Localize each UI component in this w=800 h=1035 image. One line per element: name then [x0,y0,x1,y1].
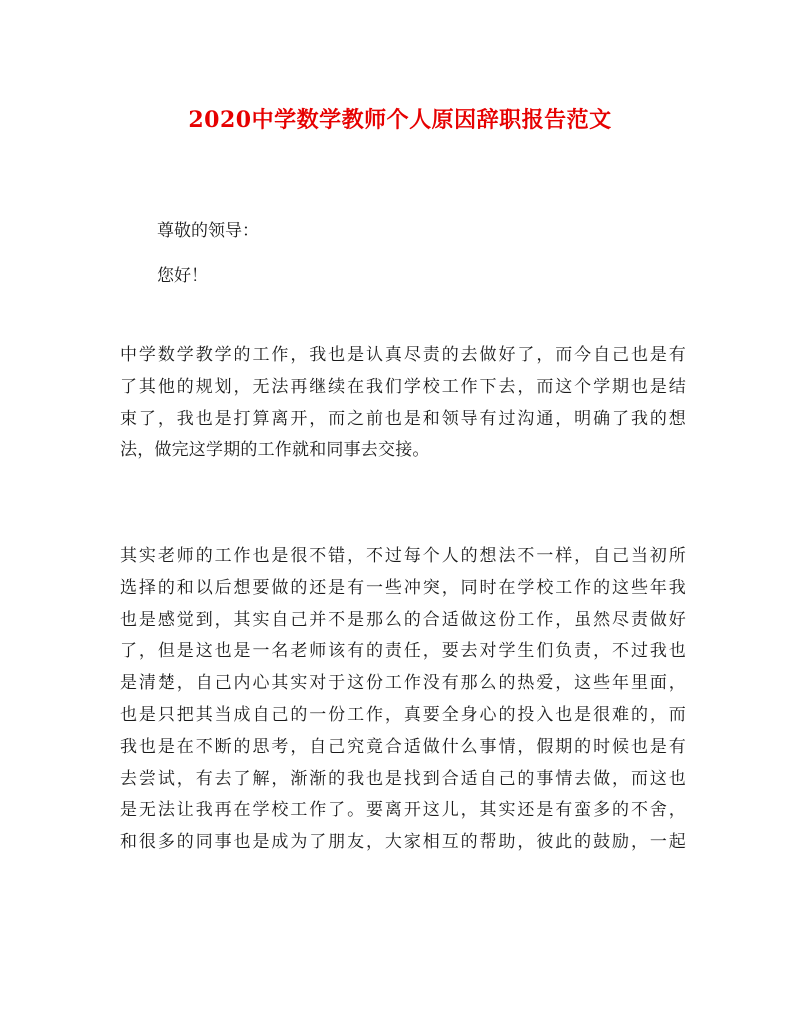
paragraph-line: 我也是在不断的思考，自己究竟合适做什么事情，假期的时候也是有 [120,736,686,757]
paragraph-line: 中学数学教学的工作，我也是认真尽责的去做好了，而今自己也是有 [120,345,686,365]
paragraph-line: 束了，我也是打算离开，而之前也是和领导有过沟通，明确了我的想 [120,408,686,429]
paragraph-line: 了其他的规划，无法再继续在我们学校工作下去，而这个学期也是结 [120,376,686,397]
salutation: 尊敬的领导： [157,221,259,241]
paragraph-line: 了，但是这也是一名老师该有的责任，要去对学生们负责，不过我也 [120,641,686,662]
paragraph-1 [120,340,686,467]
paragraph-line: 去尝试，有去了解，渐渐的我也是找到合适自己的事情去做，而这也 [120,768,686,789]
paragraph-line: 也是只把其当成自己的一份工作，真要全身心的投入也是很难的，而 [120,704,686,725]
paragraph-line: 是清楚，自己内心其实对于这份工作没有那么的热爱，这些年里面， [120,673,686,694]
paragraph-line: 和很多的同事也是成为了朋友，大家相互的帮助，彼此的鼓励，一起 [120,832,686,853]
document-title: 2020中学数学教师个人原因辞职报告范文 [188,107,612,133]
paragraph-line: 是无法让我再在学校工作了。要离开这儿，其实还是有蛮多的不舍， [120,800,686,821]
paragraph-line: 也是感觉到，其实自己并不是那么的合适做这份工作，虽然尽责做好 [120,609,686,630]
paragraph-line: 选择的和以后想要做的还是有一些冲突，同时在学校工作的这些年我 [120,577,686,598]
paragraph-line: 法，做完这学期的工作就和同事去交接。 [120,440,430,461]
paragraph-2 [120,541,686,859]
greeting: 您好！ [157,266,208,286]
paragraph-line: 其实老师的工作也是很不错，不过每个人的想法不一样，自己当初所 [120,546,686,566]
